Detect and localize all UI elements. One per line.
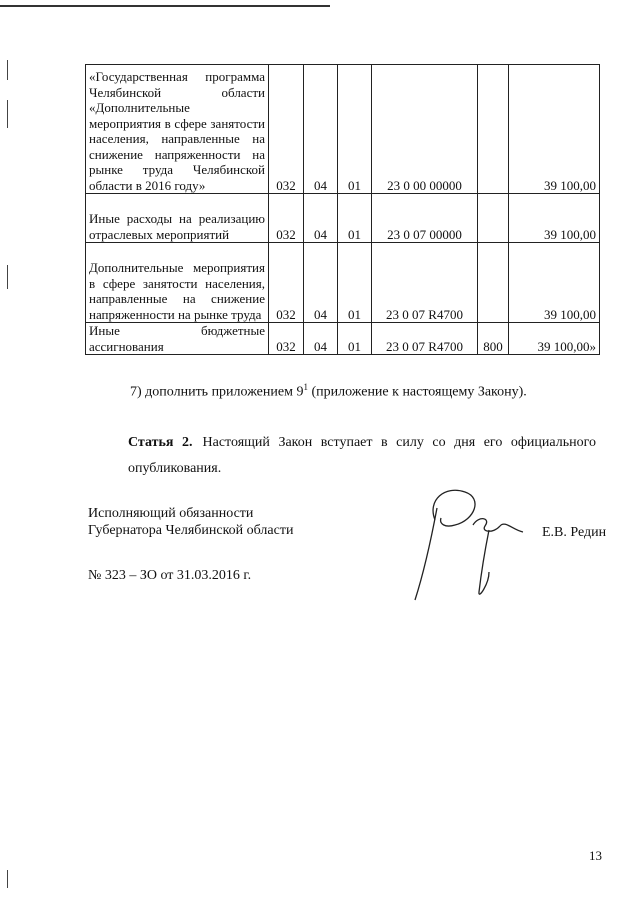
scan-edge-mark — [7, 100, 8, 128]
cell-rz: 04 — [304, 323, 338, 355]
row-name: Иные расходы на реализацию отраслевых мероприятий — [86, 194, 269, 243]
cell-csr: 23 0 07 R4700 — [372, 323, 478, 355]
table-row — [86, 323, 600, 355]
cell-rz: 04 — [304, 243, 338, 323]
handwritten-signature — [405, 480, 535, 605]
cell-vr — [478, 65, 509, 194]
scan-edge-mark — [7, 60, 8, 80]
signatory-name: Е.В. Редин — [542, 525, 607, 540]
cell-rz: 04 — [304, 65, 338, 194]
cell-vr — [478, 194, 509, 243]
cell-ved: 032 — [269, 243, 304, 323]
signatory-title-line: Исполняющий обязанности — [88, 506, 254, 521]
law-number: № 323 – ЗО от 31.03.2016 г. — [88, 568, 252, 583]
article-label: Статья 2. — [128, 435, 193, 450]
cell-ved: 032 — [269, 323, 304, 355]
row-name: Дополнительные мероприятия в сфере занятости населения, направленные на снижение напряженности на рынке труда — [86, 243, 269, 323]
scan-edge-mark — [7, 870, 8, 888]
cell-pr: 01 — [338, 323, 372, 355]
cell-rz: 04 — [304, 194, 338, 243]
cell-pr: 01 — [338, 194, 372, 243]
signatory-title-line: Губернатора Челябинской области — [88, 523, 294, 538]
cell-sum: 39 100,00» — [509, 323, 600, 355]
budget-table — [85, 64, 600, 355]
cell-csr: 23 0 07 00000 — [372, 194, 478, 243]
table-row — [86, 194, 600, 243]
row-name: Иные бюджетные ассигнования — [86, 323, 269, 355]
page-number: 13 — [589, 848, 602, 863]
amendment-text: 7) дополнить приложением 9 — [130, 384, 304, 400]
cell-sum: 39 100,00 — [509, 243, 600, 323]
table-row — [86, 243, 600, 323]
cell-ved: 032 — [269, 65, 304, 194]
signatory-title — [88, 505, 293, 539]
row-name: «Государственная программа Челябинской области «Дополнительные мероприятия в сфере занятости населения, направленные на снижение напряженности на рынке труда Челябинской области в 2016 году» — [86, 65, 269, 194]
scan-edge-mark — [7, 265, 8, 289]
article-text: Настоящий Закон вступает в силу со дня его официального опубликования. — [128, 435, 596, 476]
cell-csr: 23 0 00 00000 — [372, 65, 478, 194]
table-row — [86, 65, 600, 194]
cell-sum: 39 100,00 — [509, 65, 600, 194]
top-rule — [0, 5, 330, 7]
cell-pr: 01 — [338, 243, 372, 323]
cell-ved: 032 — [269, 194, 304, 243]
cell-vr — [478, 243, 509, 323]
amendment-paragraph — [130, 382, 527, 401]
cell-pr: 01 — [338, 65, 372, 194]
amendment-superscript: 1 — [303, 382, 308, 392]
cell-vr: 800 — [478, 323, 509, 355]
amendment-text-end: (приложение к настоящему Закону). — [307, 384, 527, 400]
article-paragraph — [128, 430, 596, 482]
cell-csr: 23 0 07 R4700 — [372, 243, 478, 323]
cell-sum: 39 100,00 — [509, 194, 600, 243]
